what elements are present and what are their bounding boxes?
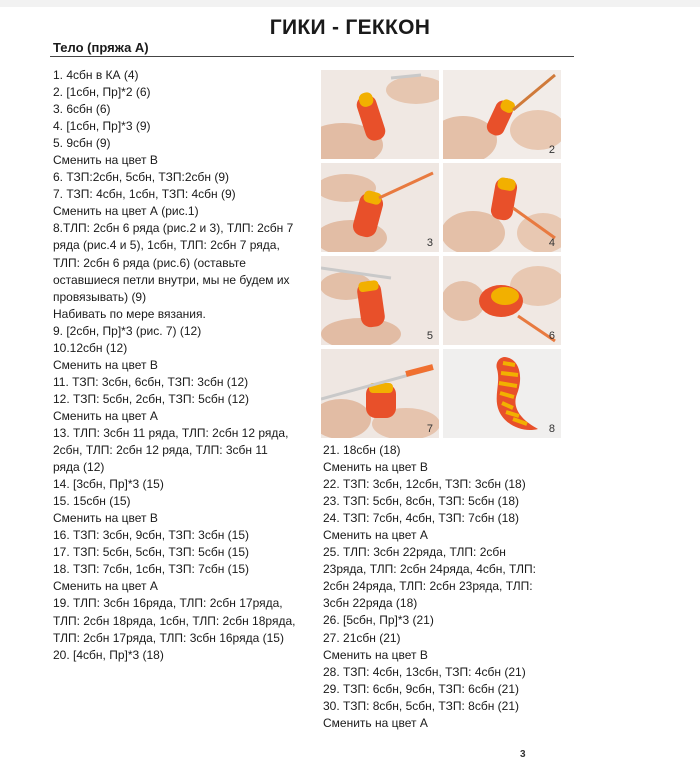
instruction-line: 3сбн 22ряда (18) <box>323 596 418 611</box>
right-column <box>323 442 536 732</box>
instruction-line: 22. ТЗП: 3сбн, 12сбн, ТЗП: 3сбн (18) <box>323 477 526 492</box>
instruction-line: 9. [2сбн, Пр]*3 (рис. 7) (12) <box>53 323 202 338</box>
photo-step-1 <box>321 70 439 159</box>
instruction-line: ТЛП: 2сбн 6 ряда (рис.6) (оставьте <box>53 255 246 270</box>
section-heading: Тело (пряжа А) <box>53 40 149 55</box>
page-number: 3 <box>520 749 526 760</box>
photo-step-7 <box>321 349 439 438</box>
instruction-line: Сменить на цвет А <box>323 715 428 730</box>
photo-label: 8 <box>548 423 555 435</box>
page-title: ГИКИ - ГЕККОН <box>269 16 431 39</box>
instruction-line: Сменить на цвет В <box>53 153 158 168</box>
instruction-line: Сменить на цвет В <box>323 647 428 662</box>
photo-label: 4 <box>548 237 555 249</box>
instruction-line: Сменить на цвет А <box>53 579 158 594</box>
instruction-line: 4. [1сбн, Пр]*3 (9) <box>53 119 151 134</box>
instruction-line: 25. ТЛП: 3сбн 22ряда, ТЛП: 2сбн <box>323 545 506 560</box>
photo-step-8 <box>443 349 561 438</box>
instruction-line: 11. ТЗП: 3сбн, 6сбн, ТЗП: 3сбн (12) <box>53 374 249 389</box>
instruction-line: Сменить на цвет А <box>53 408 158 423</box>
instruction-line: 14. [3сбн, Пр]*3 (15) <box>53 477 164 492</box>
photo-step-2 <box>443 70 561 159</box>
instruction-line: 21. 18сбн (18) <box>323 443 401 457</box>
instruction-line: 13. ТЛП: 3сбн 11 ряда, ТЛП: 2сбн 12 ряда, <box>53 425 289 440</box>
crochet-hand-photo-icon <box>321 70 439 159</box>
instruction-line: 7. ТЗП: 4сбн, 1сбн, ТЗП: 4сбн (9) <box>53 187 236 202</box>
instruction-line: 2сбн, ТЛП: 2сбн 12 ряда, ТЛП: 3сбн 11 <box>53 443 268 458</box>
instruction-line: 23. ТЗП: 5сбн, 8сбн, ТЗП: 5сбн (18) <box>323 494 520 509</box>
instruction-line: 26. [5сбн, Пр]*3 (21) <box>323 613 434 628</box>
photo-grid <box>321 70 561 438</box>
instruction-line: ряда (12) <box>53 460 105 475</box>
instruction-line: 3. 6сбн (6) <box>53 102 111 117</box>
instruction-line: 18. ТЗП: 7сбн, 1сбн, ТЗП: 7сбн (15) <box>53 562 250 577</box>
instruction-line: ТЛП: 2сбн 18ряда, 1сбн, ТЛП: 2сбн 18ряда, <box>53 613 296 628</box>
top-bar <box>0 0 700 7</box>
instruction-line: Сменить на цвет В <box>323 460 428 475</box>
instruction-line: 16. ТЗП: 3сбн, 9сбн, ТЗП: 3сбн (15) <box>53 528 250 543</box>
striped-tail-photo-icon <box>443 349 561 438</box>
left-column <box>53 67 295 664</box>
crochet-hand-photo-icon <box>321 256 439 345</box>
instruction-line: 2. [1сбн, Пр]*2 (6) <box>53 85 151 100</box>
instruction-line: 29. ТЗП: 6сбн, 9сбн, ТЗП: 6сбн (21) <box>323 681 520 696</box>
instruction-line: 1. 4сбн в КА (4) <box>53 68 139 82</box>
instruction-line: 30. ТЗП: 8сбн, 5сбн, ТЗП: 8сбн (21) <box>323 698 520 713</box>
photo-step-4 <box>443 163 561 252</box>
instruction-line: оставшиеся петли внутри, мы не будем их <box>53 272 290 287</box>
instruction-line: ТЛП: 2сбн 17ряда, ТЛП: 3сбн 16ряда (15) <box>53 630 284 645</box>
crochet-hand-photo-icon <box>321 163 439 252</box>
heading-divider <box>50 56 574 57</box>
instruction-line: 2сбн 24ряда, ТЛП: 2сбн 23ряда, ТЛП: <box>323 579 533 594</box>
instruction-line: 15. 15сбн (15) <box>53 494 131 509</box>
instruction-line: 17. ТЗП: 5сбн, 5сбн, ТЗП: 5сбн (15) <box>53 545 250 560</box>
crochet-hand-photo-icon <box>443 256 561 345</box>
photo-step-6 <box>443 256 561 345</box>
instruction-line: 23ряда, ТЛП: 2сбн 24ряда, 4сбн, ТЛП: <box>323 562 536 577</box>
crochet-hand-photo-icon <box>443 70 561 159</box>
instruction-line: 28. ТЗП: 4сбн, 13сбн, ТЗП: 4сбн (21) <box>323 664 526 679</box>
photo-label: 2 <box>548 144 555 156</box>
photo-label: 3 <box>426 237 433 249</box>
instruction-line: 19. ТЛП: 3сбн 16ряда, ТЛП: 2сбн 17ряда, <box>53 596 283 611</box>
instruction-line: Сменить на цвет А <box>323 528 428 543</box>
instruction-line: 20. [4сбн, Пр]*3 (18) <box>53 647 164 662</box>
photo-label: 5 <box>426 330 433 342</box>
photo-label: 7 <box>426 423 433 435</box>
crochet-hand-photo-icon <box>443 163 561 252</box>
instruction-line: 10.12сбн (12) <box>53 340 128 355</box>
photo-step-5 <box>321 256 439 345</box>
instruction-line: 8.ТЛП: 2сбн 6 ряда (рис.2 и 3), ТЛП: 2сбн 7 <box>53 221 294 236</box>
instruction-line: Сменить на цвет В <box>53 511 158 526</box>
crochet-hand-photo-icon <box>321 349 439 438</box>
instruction-line: 27. 21сбн (21) <box>323 630 401 645</box>
photo-step-3 <box>321 163 439 252</box>
instruction-line: Сменить на цвет В <box>53 357 158 372</box>
instruction-line: 5. 9сбн (9) <box>53 136 111 151</box>
instruction-line: Сменить на цвет А (рис.1) <box>53 204 199 219</box>
instruction-line: Набивать по мере вязания. <box>53 306 206 321</box>
instruction-line: 6. ТЗП:2сбн, 5сбн, ТЗП:2сбн (9) <box>53 170 230 185</box>
instruction-line: провязывать) (9) <box>53 289 147 304</box>
photo-label: 6 <box>548 330 555 342</box>
instruction-line: ряда (рис.4 и 5), 1сбн, ТЛП: 2сбн 7 ряда, <box>53 238 280 253</box>
instruction-line: 12. ТЗП: 5сбн, 2сбн, ТЗП: 5сбн (12) <box>53 391 250 406</box>
instruction-line: 24. ТЗП: 7сбн, 4сбн, ТЗП: 7сбн (18) <box>323 511 520 526</box>
